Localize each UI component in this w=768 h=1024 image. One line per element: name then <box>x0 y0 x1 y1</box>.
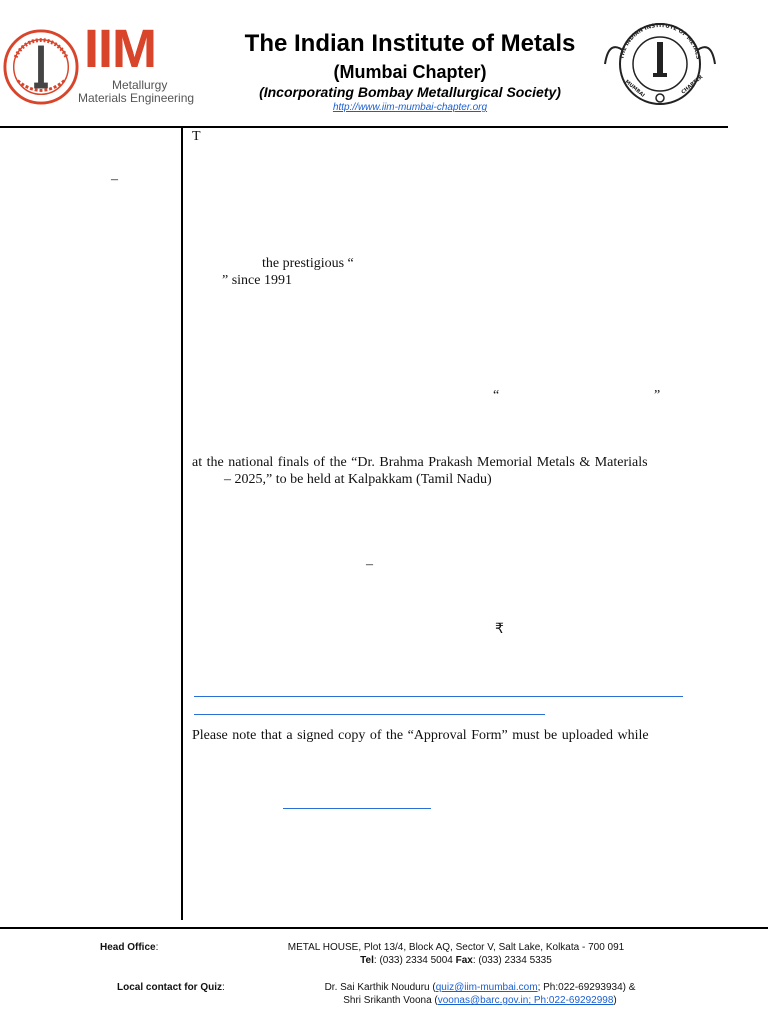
body-line-approval-note: Please note that a signed copy of the “Approval Form” must be uploaded while <box>192 728 649 743</box>
contact2-email-link[interactable]: voonas@barc.gov.in; Ph:022-69292998 <box>437 995 614 1006</box>
head-office-phone: Tel: (033) 2334 5004 Fax: (033) 2334 5335 <box>360 955 552 966</box>
column-divider <box>181 128 183 920</box>
contact1-email-link[interactable]: quiz@iim-mumbai.com <box>435 982 538 993</box>
body-mid-dash: – <box>366 557 373 572</box>
hyperlink-underline-2[interactable] <box>194 714 545 715</box>
body-line-prestigious: the prestigious “ <box>262 256 354 271</box>
local-contact-label: Local contact for Quiz: <box>117 982 225 993</box>
footer-divider <box>0 927 768 929</box>
body-initial-letter: T <box>192 129 201 144</box>
head-office-label: Head Office: <box>100 942 159 953</box>
hyperlink-underline-3[interactable] <box>283 808 431 809</box>
iim-logo-wordmark: IIM <box>84 19 156 79</box>
open-quote: “ <box>493 388 500 403</box>
body-line-since: ” since 1991 <box>222 273 292 288</box>
iim-seal-logo-left <box>2 28 80 106</box>
body-line-national-finals: at the national finals of the “Dr. Brahma Prakash Memorial Metals & Materials <box>192 455 648 470</box>
website-link[interactable]: http://www.iim-mumbai-chapter.org <box>332 102 488 113</box>
chapter-subtitle: (Mumbai Chapter) <box>333 62 487 82</box>
header-divider <box>0 126 728 128</box>
svg-text:CHAPTER: CHAPTER <box>680 74 705 96</box>
body-line-kalpakkam: – 2025,” to be held at Kalpakkam (Tamil Nadu) <box>224 472 492 487</box>
logo-tagline-materials: Materials Engineering <box>78 91 195 105</box>
local-contact-primary: Dr. Sai Karthik Nouduru (quiz@iim-mumbai.com; Ph:022-69293934) & <box>324 982 636 993</box>
logo-tagline-metallurgy: Metallurgy <box>112 78 168 92</box>
mumbai-chapter-seal-logo <box>603 18 717 110</box>
society-subtitle: (Incorporating Bombay Metallurgical Society) <box>259 84 561 100</box>
svg-text:THE INDIAN INSTITUTE OF METALS: THE INDIAN INSTITUTE OF METALS <box>619 22 701 60</box>
local-contact-secondary: Shri Srikanth Voona (voonas@barc.gov.in; Ph:022-69292998) <box>343 995 617 1006</box>
head-office-address: METAL HOUSE, Plot 13/4, Block AQ, Sector V, Salt Lake, Kolkata - 700 091 <box>287 942 625 953</box>
rupee-symbol: ₹ <box>495 622 504 637</box>
svg-text:MUMBAI: MUMBAI <box>623 78 646 99</box>
page-title: The Indian Institute of Metals <box>244 30 576 57</box>
left-margin-dash: – <box>111 172 118 187</box>
close-quote: ” <box>654 388 661 403</box>
hyperlink-underline-1[interactable] <box>194 696 683 697</box>
